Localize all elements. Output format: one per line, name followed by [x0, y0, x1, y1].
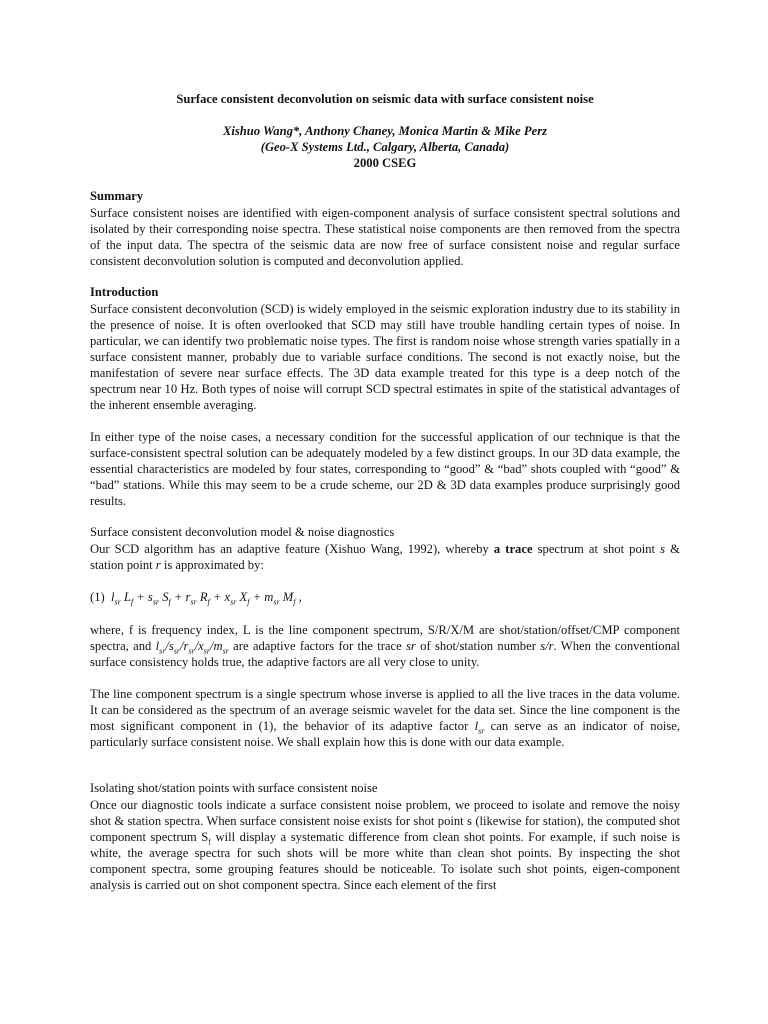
summary-heading: Summary [90, 189, 144, 203]
introduction-heading: Introduction [90, 285, 159, 299]
conference-label: 2000 CSEG [353, 156, 417, 170]
paper-title: Surface consistent deconvolution on seismic data with surface consistent noise [176, 92, 594, 106]
isolating-heading: Isolating shot/station points with surface consistent noise [90, 781, 378, 795]
model-paragraph-1: Our SCD algorithm has an adaptive feature (Xishuo Wang, 1992), whereby a trace spectrum at shot point s & station point r is approximated by: [90, 542, 680, 572]
model-paragraph-2: where, f is frequency index, L is the line component spectrum, S/R/X/M are shot/station/offset/CMP component spectra, and $l_{sr}/s_{sr}/r_{sr}/x_{sr}/m_{sr}$ are adaptive factors for the trace sr of shot/station number s/r. When the conventional surface consistency holds true, the adaptive factors are all very close to unity. [90, 623, 680, 669]
author-block [90, 123, 680, 171]
summary-paragraph: Surface consistent noises are identified with eigen-component analysis of surface consistent spectral solutions and isolated by their corresponding noise spectra. These statistical noise components are then removed from the spectra of the input data. The spectra of the seismic data are now free of surface consistent noise and regular surface consistent deconvolution solution is computed and deconvolution applied. [90, 206, 680, 268]
equation-1: (1) $l_{sr}$ $L_f + s_{sr}$ $S_f + r_{sr}$ $R_f + x_{sr}$ $X_f + m_{sr}$ $M_f$ , [90, 590, 302, 607]
author-affiliation: (Geo-X Systems Ltd., Calgary, Alberta, Canada) [260, 140, 510, 154]
model-paragraph-3: The line component spectrum is a single spectrum whose inverse is applied to all the live traces in the data volume. It can be considered as the spectrum of an average seismic wavelet for the data set. Since the line component is the most significant component in (1), the behavior of its adaptive factor $l_{sr}$ can serve as an indicator of noise, particularly surface consistent noise. We shall explain how this is done with our data example. [90, 687, 681, 749]
introduction-paragraph-2: In either type of the noise cases, a necessary condition for the successful application of our technique is that the surface-consistent spectral solution can be adequately modeled by a few distinct groups. In our 3D data example, the essential characteristics are modeled by four states, corresponding to “good” & “bad” shots coupled with “good” & “bad” stations. While this may seem to be a crude scheme, our 2D & 3D data examples produce surprisingly good results. [90, 430, 680, 508]
isolating-paragraph-1: Once our diagnostic tools indicate a surface consistent noise problem, we proceed to isolate and remove the noisy shot & station spectra. When surface consistent noise exists for shot point s (likewise for station), the computed shot component spectrum $S_f$ will display a systematic difference from clean shot points. For example, if such noise is white, the average spectra for such shots will be more white than clean shot points. By inspecting the shot component spectra, some grouping features should be noticeable. To isolate such shot points, eigen-component analysis is carried out on shot component spectra. Since each element of the first [90, 798, 680, 892]
introduction-paragraph-1: Surface consistent deconvolution (SCD) is widely employed in the seismic exploration industry due to its stability in the presence of noise. It is often overlooked that SCD may still have trouble handling certain types of noise. In particular, we can identify two problematic noise types. The first is random noise whose strength varies spatially in a surface consistent manner, probably due to variable surface conditions. The second is not exactly noise, but the manifestation of severe near surface effects. The 3D data example treated for this type is a deep notch of the spectrum near 10 Hz. Both types of noise will corrupt SCD spectral estimates in spite of the statistical advantages of the inherent ensemble averaging. [90, 302, 680, 412]
author-names: Xishuo Wang*, Anthony Chaney, Monica Martin & Mike Perz [222, 124, 547, 138]
model-heading: Surface consistent deconvolution model & noise diagnostics [90, 525, 395, 539]
